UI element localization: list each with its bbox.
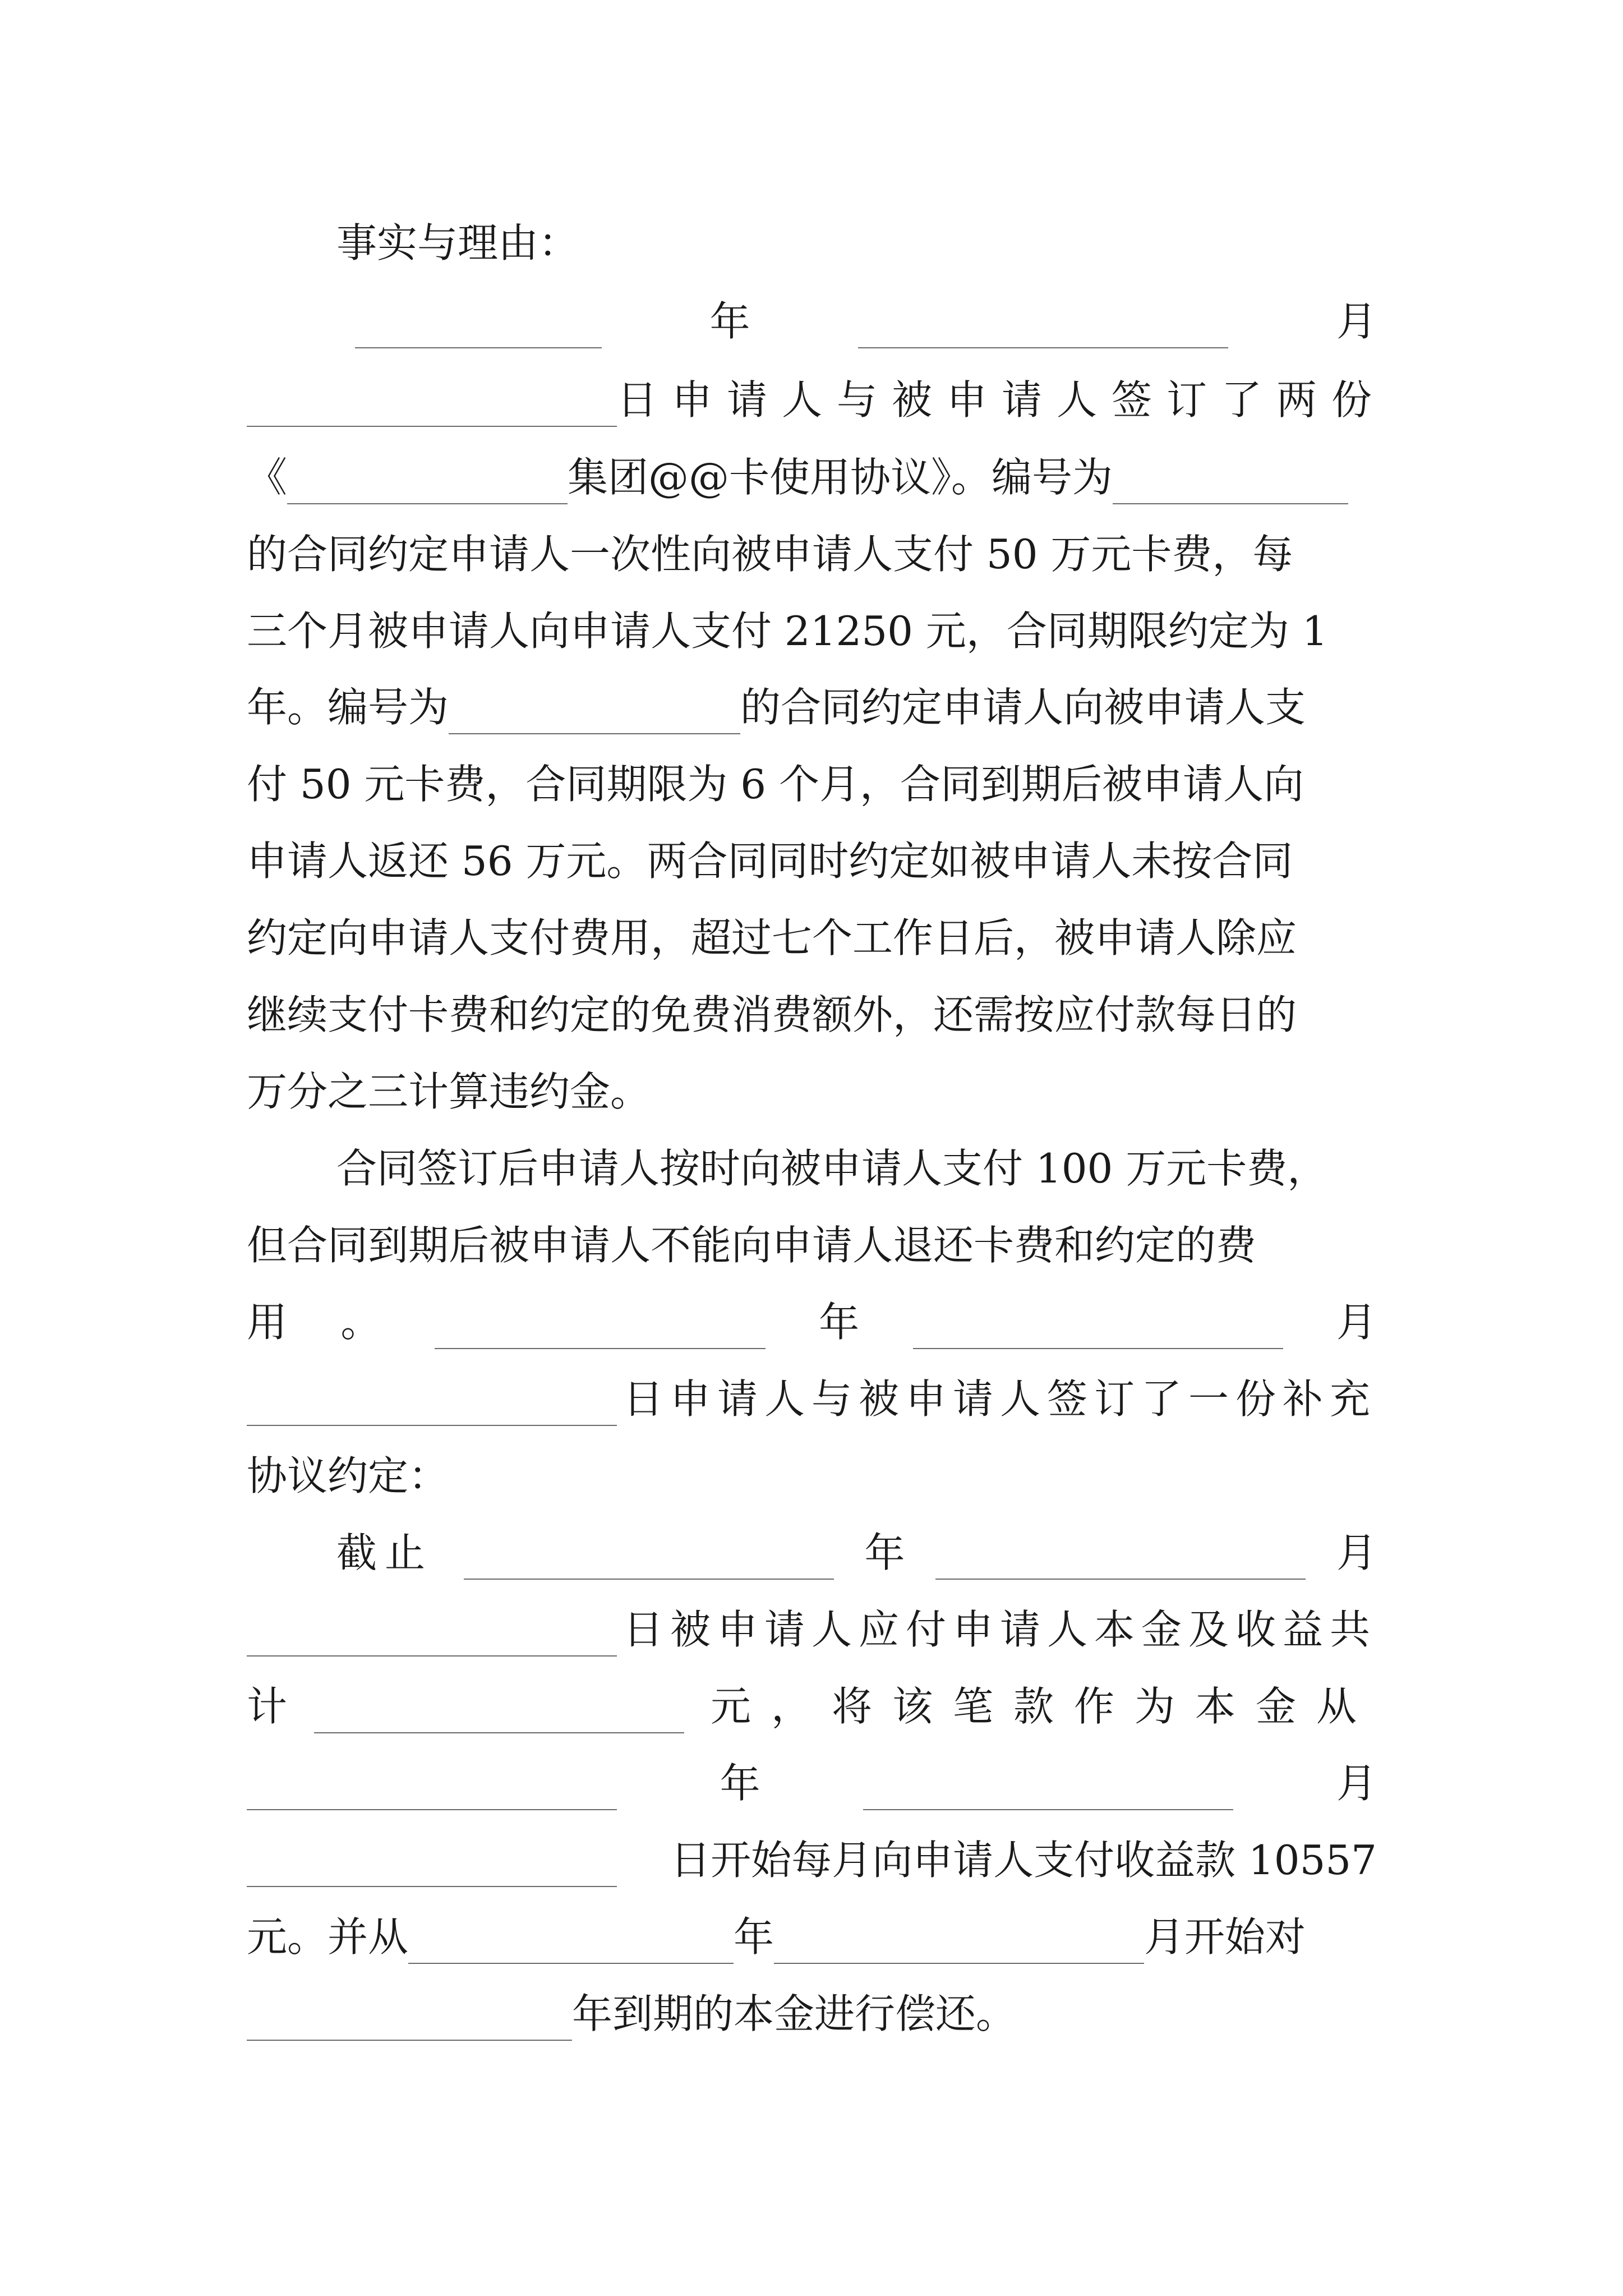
year-label: 年 (709, 298, 750, 345)
text-segment: 的合同约定申请人向被申请人支 (740, 684, 1306, 731)
p1-line-8 (247, 834, 1377, 888)
year-label: 年 (734, 1913, 774, 1961)
text-segment: 月开始对 (1144, 1913, 1306, 1961)
p3-line-1 (247, 1526, 1377, 1580)
text-segment: 日申请人与被申请人签订了两份 (617, 376, 1387, 424)
blank-year-field (408, 1924, 734, 1964)
text-segment: 继续支付卡费和约定的免费消费额外，还需按应付款每日的 (247, 991, 1297, 1038)
year-label: 年 (720, 1760, 760, 1807)
p3-line-2 (247, 1603, 1377, 1657)
text-segment: 用 (247, 1299, 288, 1346)
blank-amount-field (314, 1693, 684, 1733)
year-label: 年 (864, 1529, 905, 1576)
p1-line-9 (247, 911, 1377, 965)
text-segment: 《 (247, 454, 288, 501)
p3-line-5 (247, 1833, 1377, 1887)
blank-day-field (247, 1847, 617, 1887)
p1-line-1 (247, 295, 1377, 348)
blank-month-field (935, 1539, 1306, 1580)
blank-month-field (913, 1309, 1283, 1349)
blank-year-field (435, 1309, 766, 1349)
blank-year-field (247, 2000, 572, 2041)
month-label: 月 (1336, 1760, 1377, 1807)
text-segment: 年到期的本金进行偿还。 (572, 1990, 1017, 2037)
p1-line-11 (247, 1065, 1377, 1119)
p2-line-2 (247, 1218, 1377, 1272)
blank-month-field (774, 1924, 1144, 1964)
section-heading: 事实与理由： (336, 219, 579, 266)
p1-line-2 (247, 373, 1387, 427)
blank-group-name-field (287, 464, 568, 504)
text-segment: 计 (247, 1683, 288, 1730)
text-segment: 截止 (336, 1529, 434, 1576)
text-segment: 集团@@卡使用协议》。编号为 (568, 454, 1113, 501)
p1-line-6 (247, 680, 1377, 734)
month-label: 月 (1336, 1299, 1377, 1346)
text-segment: 日开始每月向申请人支付收益款 10557 (670, 1837, 1377, 1884)
text-segment: 的合同约定申请人一次性向被申请人支付 50 万元卡费，每 (247, 531, 1293, 578)
text-segment: 合同签订后申请人按时向被申请人支付 100 万元卡费， (336, 1145, 1328, 1192)
p1-line-4 (247, 527, 1377, 581)
p3-line-3 (247, 1680, 1377, 1733)
blank-month-field (863, 1770, 1233, 1810)
blank-day-field (247, 1386, 617, 1426)
blank-contract-number-field (1113, 464, 1348, 504)
blank-month-field (858, 308, 1228, 348)
p2-line-1 (247, 1142, 1377, 1195)
text-segment: 日被申请人应付申请人本金及收益共 (623, 1606, 1377, 1653)
section-heading-line (247, 216, 1377, 270)
text-segment: 但合同到期后被申请人不能向申请人退还卡费和约定的费 (247, 1222, 1257, 1269)
text-segment: 申请人返还 56 万元。两合同同时约定如被申请人未按合同 (247, 838, 1293, 885)
p1-line-3 (247, 450, 1377, 504)
p3-line-6 (247, 1910, 1377, 1964)
text-segment: 约定向申请人支付费用，超过七个工作日后，被申请人除应 (247, 914, 1297, 961)
text-segment: 协议约定： (247, 1452, 449, 1499)
p2-line-5 (247, 1449, 1377, 1503)
p2-line-4 (247, 1372, 1377, 1426)
blank-day-field (247, 386, 617, 427)
text-segment: 付 50 元卡费，合同期限为 6 个月，合同到期后被申请人向 (247, 761, 1304, 808)
text-segment: 。 (340, 1299, 381, 1346)
text-segment: 三个月被申请人向申请人支付 21250 元，合同期限约定为 1 (247, 608, 1328, 655)
p3-line-4 (247, 1756, 1377, 1810)
text-segment: 日申请人与被申请人签订了一份补充 (623, 1375, 1377, 1423)
p2-line-3 (247, 1295, 1377, 1349)
text-segment: 元，将该笔款作为本金从 (710, 1683, 1377, 1730)
text-segment: 元。并从 (247, 1913, 409, 1961)
p1-line-7 (247, 757, 1377, 811)
blank-year-field (355, 308, 602, 348)
blank-year-field (247, 1770, 617, 1810)
p3-line-7 (247, 1987, 1377, 2041)
blank-contract-number-field (449, 694, 740, 734)
blank-day-field (247, 1616, 617, 1657)
year-label: 年 (819, 1299, 860, 1346)
text-segment: 年。编号为 (247, 684, 449, 731)
p1-line-10 (247, 988, 1377, 1042)
month-label: 月 (1336, 298, 1377, 345)
month-label: 月 (1336, 1529, 1377, 1576)
p1-line-5 (247, 604, 1377, 658)
text-segment: 万分之三计算违约金。 (247, 1068, 651, 1115)
blank-year-field (464, 1539, 834, 1580)
